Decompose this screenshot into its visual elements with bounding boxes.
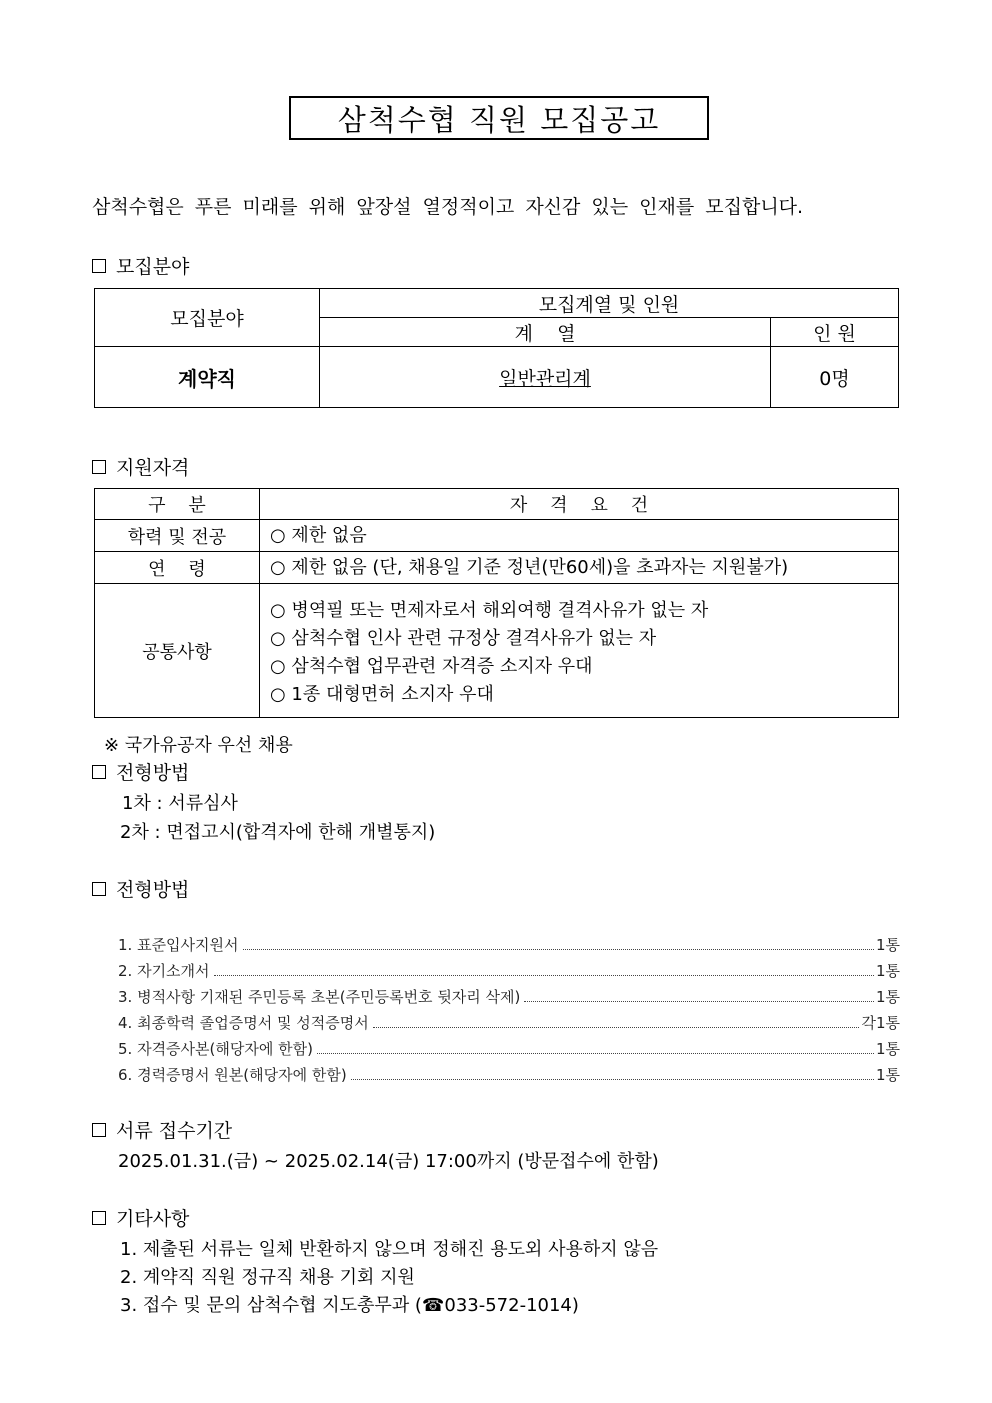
section-period-heading: 서류 접수기간: [92, 1116, 232, 1143]
etc-item: 2. 계약직 직원 정규직 채용 기회 지원: [120, 1267, 415, 1288]
field-table: [94, 288, 899, 408]
qualification-table: [94, 488, 899, 718]
category-header: 구 분: [95, 489, 260, 520]
series-header: 계 열: [320, 318, 771, 347]
field-cell: 계약직: [95, 347, 320, 408]
checkbox-square-icon: [92, 765, 106, 779]
etc-item: 3. 접수 및 문의 삼척수협 지도총무과 (☎033-572-1014): [120, 1295, 579, 1316]
requirement-cell: ○ 제한 없음 (단, 채용일 기준 정년(만60세)을 초과자는 지원불가): [260, 552, 899, 584]
section-method-heading: 전형방법: [92, 758, 189, 785]
period-text: 2025.01.31.(금) ~ 2025.02.14(금) 17:00까지 (방문접수에 한함): [118, 1151, 659, 1172]
method-step: 1차 : 서류심사: [122, 793, 238, 814]
document-item: 1. 표준입사지원서 1통: [118, 936, 900, 954]
method-step: 2차 : 면접고시(합격자에 한해 개별통지): [120, 822, 436, 843]
requirement-cell: ○ 제한 없음: [260, 520, 899, 552]
count-header: 인 원: [771, 318, 899, 347]
checkbox-square-icon: [92, 460, 106, 474]
checkbox-square-icon: [92, 259, 106, 273]
document-item: 5. 자격증사본(해당자에 한함) 1통: [118, 1040, 900, 1058]
requirement-cell: ○ 병역필 또는 면제자로서 해외여행 결격사유가 없는 자 ○ 삼척수협 인사 관련 규정상 결격사유가 없는 자 ○ 삼척수협 업무관련 자격증 소지자 우대 ○ 1종 대형면허 소지자 우대: [260, 584, 899, 718]
category-cell: 공통사항: [95, 584, 260, 718]
etc-item: 1. 제출된 서류는 일체 반환하지 않으며 정해진 용도외 사용하지 않음: [120, 1239, 659, 1260]
series-cell: 일반관리계: [320, 347, 771, 408]
field-header: 모집분야: [95, 289, 320, 347]
section-docs-heading: 전형방법: [92, 875, 189, 902]
section-etc-heading: 기타사항: [92, 1204, 189, 1231]
document-item: 2. 자기소개서 1통: [118, 962, 900, 980]
section-qual-heading: 지원자격: [92, 453, 189, 480]
document-item: 4. 최종학력 졸업증명서 및 성적증명서 각1통: [118, 1014, 900, 1032]
count-cell: 0명: [771, 347, 899, 408]
priority-note: ※ 국가유공자 우선 채용: [104, 735, 293, 756]
document-item: 3. 병적사항 기재된 주민등록 초본(주민등록번호 뒷자리 삭제) 1통: [118, 988, 900, 1006]
page-title: 삼척수협 직원 모집공고: [289, 96, 709, 140]
checkbox-square-icon: [92, 1211, 106, 1225]
checkbox-square-icon: [92, 882, 106, 896]
section-field-heading: 모집분야: [92, 252, 189, 279]
document-item: 6. 경력증명서 원본(해당자에 한함) 1통: [118, 1066, 900, 1084]
category-cell: 연 령: [95, 552, 260, 584]
intro-text: 삼척수협은 푸른 미래를 위해 앞장설 열정적이고 자신감 있는 인재를 모집합니다.: [92, 196, 804, 218]
group-header: 모집계열 및 인원: [320, 289, 899, 318]
requirements-header: 자 격 요 건: [260, 489, 899, 520]
category-cell: 학력 및 전공: [95, 520, 260, 552]
checkbox-square-icon: [92, 1123, 106, 1137]
